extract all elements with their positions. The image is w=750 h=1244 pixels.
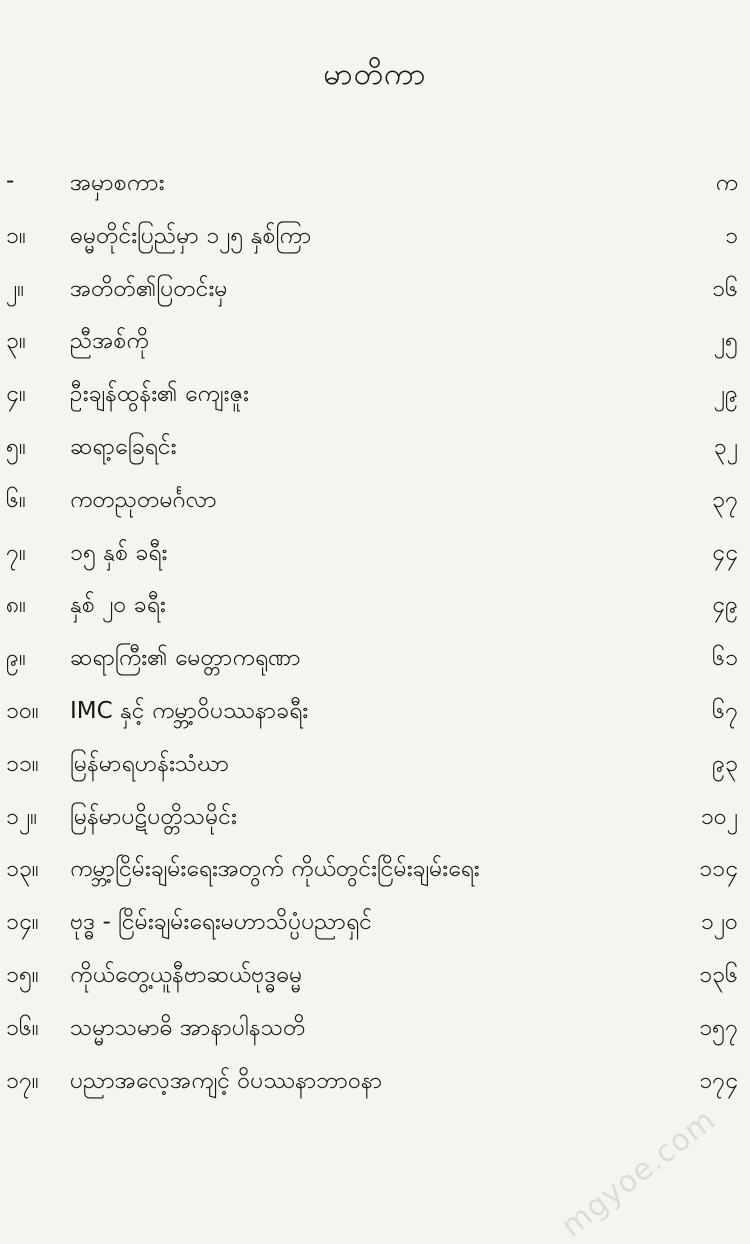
chapter-title: ပညာအလေ့အကျင့် ဝိပဿနာဘာဝနာ — [70, 1067, 383, 1094]
toc-entry — [0, 266, 750, 319]
toc-entry — [0, 635, 750, 688]
page-number: ၁၁၄ — [699, 856, 738, 883]
chapter-title: ညီအစ်ကို — [70, 328, 149, 355]
chapter-title: ၁၅ နှစ် ခရီး — [70, 539, 168, 566]
chapter-title: ဗုဒ္ဓ - ငြိမ်းချမ်းရေးမဟာသိပ္ပံပညာရှင် — [70, 909, 372, 936]
chapter-title: ဆရာကြီး၏ မေတ္တာကရုဏာ — [70, 645, 301, 672]
toc-entry — [0, 318, 750, 371]
toc-entry — [0, 1058, 750, 1111]
page-number: က — [715, 170, 738, 196]
watermark: mgyoe.com — [554, 1102, 722, 1244]
chapter-number: ၄။ — [6, 381, 26, 408]
chapter-number: ၁၆။ — [6, 1014, 39, 1041]
chapter-number: ၁၇။ — [6, 1067, 39, 1094]
toc-entry — [0, 424, 750, 477]
page-number: ၂၉ — [713, 381, 738, 408]
page-number: ၄၉ — [712, 592, 738, 619]
page-number: ၁၇၄ — [699, 1067, 738, 1094]
chapter-number: ၁၄။ — [6, 909, 39, 936]
chapter-number: ၅။ — [6, 433, 26, 460]
chapter-title: အမှာစကား — [70, 170, 165, 196]
chapter-title: နှစ် ၂၀ ခရီး — [70, 592, 166, 619]
page-number: ၁၅၇ — [699, 1014, 738, 1041]
page-number: ၁၃၆ — [699, 961, 738, 988]
chapter-number: ၁၃။ — [6, 856, 39, 883]
chapter-title: ကတညုတမင်္ဂလာ — [70, 486, 217, 513]
toc-entry — [0, 899, 750, 952]
chapter-number: ၇။ — [6, 539, 26, 566]
chapter-title: မြန်မာပဋိပတ္တိသမိုင်း — [70, 803, 237, 830]
toc-entry — [0, 213, 750, 266]
chapter-title: ကမ္ဘာ့ငြိမ်းချမ်းရေးအတွက် ကိုယ်တွင်းငြိမ်းချမ်းရေး — [70, 856, 480, 883]
toc-entry — [0, 846, 750, 899]
toc-entry — [0, 160, 750, 213]
toc-entry — [0, 794, 750, 847]
page-number: ၃၂ — [713, 433, 738, 460]
page-title: မာတိကာ — [323, 57, 427, 92]
chapter-number: ၉။ — [6, 645, 26, 672]
page-number: ၉၃ — [712, 750, 738, 777]
page-number: ၁၀၂ — [700, 803, 738, 830]
chapter-number: ၁၂။ — [6, 803, 38, 830]
toc-entry — [0, 688, 750, 741]
page-number: ၂၅ — [713, 328, 738, 355]
chapter-number: ၈။ — [6, 592, 27, 619]
toc-entry — [0, 952, 750, 1005]
page-number: ၁၆ — [712, 275, 738, 302]
toc-entry — [0, 530, 750, 583]
toc-entry — [0, 1005, 750, 1058]
chapter-title: IMC နှင့် ကမ္ဘာ့ဝိပဿနာခရီး — [70, 697, 309, 724]
page-number: ၆၇ — [712, 697, 738, 724]
toc-entry — [0, 582, 750, 635]
chapter-title: မြန်မာရဟန်းသံဃာ — [70, 750, 230, 777]
toc-entry — [0, 477, 750, 530]
chapter-number: ၃။ — [6, 328, 26, 355]
chapter-title: သမ္မာသမာဓိ အာနာပါနသတိ — [70, 1014, 306, 1041]
chapter-number: ၆။ — [6, 486, 26, 513]
toc-entry — [0, 741, 750, 794]
chapter-number: - — [6, 168, 15, 194]
chapter-title: ဦးချန်ထွန်း၏ ကျေးဇူး — [70, 381, 249, 408]
chapter-title: ဓမ္မတိုင်းပြည်မှာ ၁၂၅ နှစ်ကြာ — [70, 222, 312, 249]
chapter-title: ကိုယ်တွေ့ယူနီဗာဆယ်ဗုဒ္ဓဓမ္မ — [70, 961, 303, 988]
chapter-number: ၂။ — [6, 275, 25, 302]
page-number: ၆၁ — [712, 645, 738, 672]
page-number: ၁ — [725, 222, 738, 249]
chapter-number: ၁၁။ — [6, 750, 39, 777]
toc-entry — [0, 371, 750, 424]
chapter-number: ၁။ — [6, 222, 26, 249]
page-number: ၃၇ — [712, 486, 738, 513]
chapter-title: အတိတ်၏ပြတင်းမှ — [70, 275, 228, 302]
table-of-contents — [0, 160, 750, 1110]
page-number: ၁၂၀ — [700, 909, 738, 936]
page-number: ၄၄ — [712, 539, 738, 566]
chapter-title: ဆရာ့ခြေရင်း — [70, 433, 177, 460]
chapter-number: ၁၅။ — [6, 961, 39, 988]
chapter-number: ၁၀။ — [6, 697, 39, 724]
